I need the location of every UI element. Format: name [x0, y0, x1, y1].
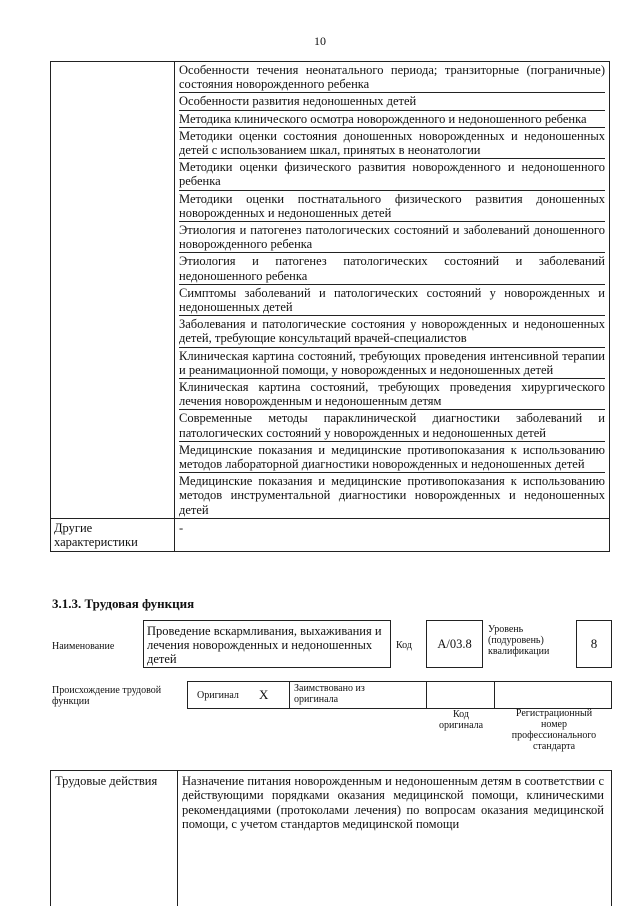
- knowledge-item: Симптомы заболеваний и патологических состояний у новорожденных и недоношенных детей: [179, 285, 605, 316]
- name-value-box: [143, 620, 391, 668]
- code-original-label: Код оригинала: [438, 709, 484, 731]
- actions-divider: [177, 771, 178, 906]
- knowledge-item: Особенности развития недоношенных детей: [179, 93, 605, 110]
- knowledge-item: Медицинские показания и медицинские противопоказания к использованию методов инструментальной диагностики новорожденных и недоношенных детей: [179, 474, 605, 517]
- origin-divider: [289, 681, 290, 708]
- knowledge-item: Методика клинического осмотра новорожденного и недоношенного ребенка: [179, 111, 605, 128]
- level-label: Уровень (подуровень) квалификации: [488, 624, 550, 657]
- origin-box: [187, 681, 612, 709]
- knowledge-item: Клиническая картина состояний, требующих проведения хирургического лечения новорожденным и недоношенным детям: [179, 379, 605, 410]
- other-characteristics-label: Другие характеристики: [51, 518, 175, 551]
- knowledge-item: Заболевания и патологические состояния у новорожденных и недоношенных детей, требующие консультаций врачей-специалистов: [179, 316, 605, 347]
- origin-divider: [426, 681, 427, 708]
- knowledge-item: Этиология и патогенез патологических состояний и заболеваний доношенного новорожденного ребенка: [179, 222, 605, 253]
- code-label: Код: [396, 640, 412, 651]
- origin-divider: [494, 681, 495, 708]
- page-number: 10: [314, 34, 326, 48]
- code-value-box: [426, 620, 483, 668]
- knowledge-item: Этиология и патогенез патологических состояний и заболеваний недоношенного ребенка: [179, 253, 605, 284]
- level-value: 8: [590, 636, 598, 651]
- original-mark: X: [259, 687, 269, 702]
- knowledge-item: Медицинские показания и медицинские противопоказания к использованию методов лабораторной диагностики новорожденных и недоношенных детей: [179, 442, 605, 473]
- knowledge-item: Методики оценки физического развития новорожденного и недоношенного ребенка: [179, 159, 605, 190]
- name-label: Наименование: [52, 641, 115, 652]
- knowledge-items-cell: [175, 62, 610, 519]
- reg-number-label: Регистрационный номер профессионального стандарта: [511, 708, 597, 752]
- actions-text: Назначение питания новорожденным и недоношенным детям в соответствии с действующими порядками оказания медицинской помощи, клиническими рекомендациями (протоколами лечения) по вопросам оказания медицинской помощи, с учетом стандартов медицинской помощи: [182, 774, 604, 832]
- level-value-box: [576, 620, 612, 668]
- knowledge-item: Клиническая картина состояний, требующих проведения интенсивной терапии и реанимационной помощи, у новорожденных и недоношенных детей: [179, 348, 605, 379]
- original-label: Оригинал: [197, 690, 239, 701]
- actions-label: Трудовые действия: [55, 774, 158, 788]
- knowledge-item: Методики оценки состояния доношенных новорожденных и недоношенных детей с использованием шкал, принятых в неонатологии: [179, 128, 605, 159]
- borrowed-label: Заимствовано из оригинала: [294, 683, 365, 705]
- other-characteristics-value: -: [175, 518, 610, 551]
- knowledge-item: Методики оценки постнатального физического развития доношенных новорожденных и недоношенных детей: [179, 191, 605, 222]
- actions-table: [50, 770, 612, 906]
- section-title: 3.1.3. Трудовая функция: [52, 596, 195, 611]
- knowledge-item: Современные методы параклинической диагностики заболеваний и патологических состояний у новорожденных и недоношенных детей: [179, 410, 605, 441]
- origin-label: Происхождение трудовой функции: [52, 685, 162, 707]
- knowledge-table: [50, 61, 610, 552]
- knowledge-item: Особенности течения неонатального периода; транзиторные (пограничные) состояния новорожденного ребенка: [179, 62, 605, 93]
- name-value: Проведение вскармливания, выхаживания и лечения новорожденных и недоношенных детей: [147, 624, 382, 666]
- code-value: А/03.8: [437, 637, 472, 651]
- knowledge-label-cell: [51, 62, 175, 519]
